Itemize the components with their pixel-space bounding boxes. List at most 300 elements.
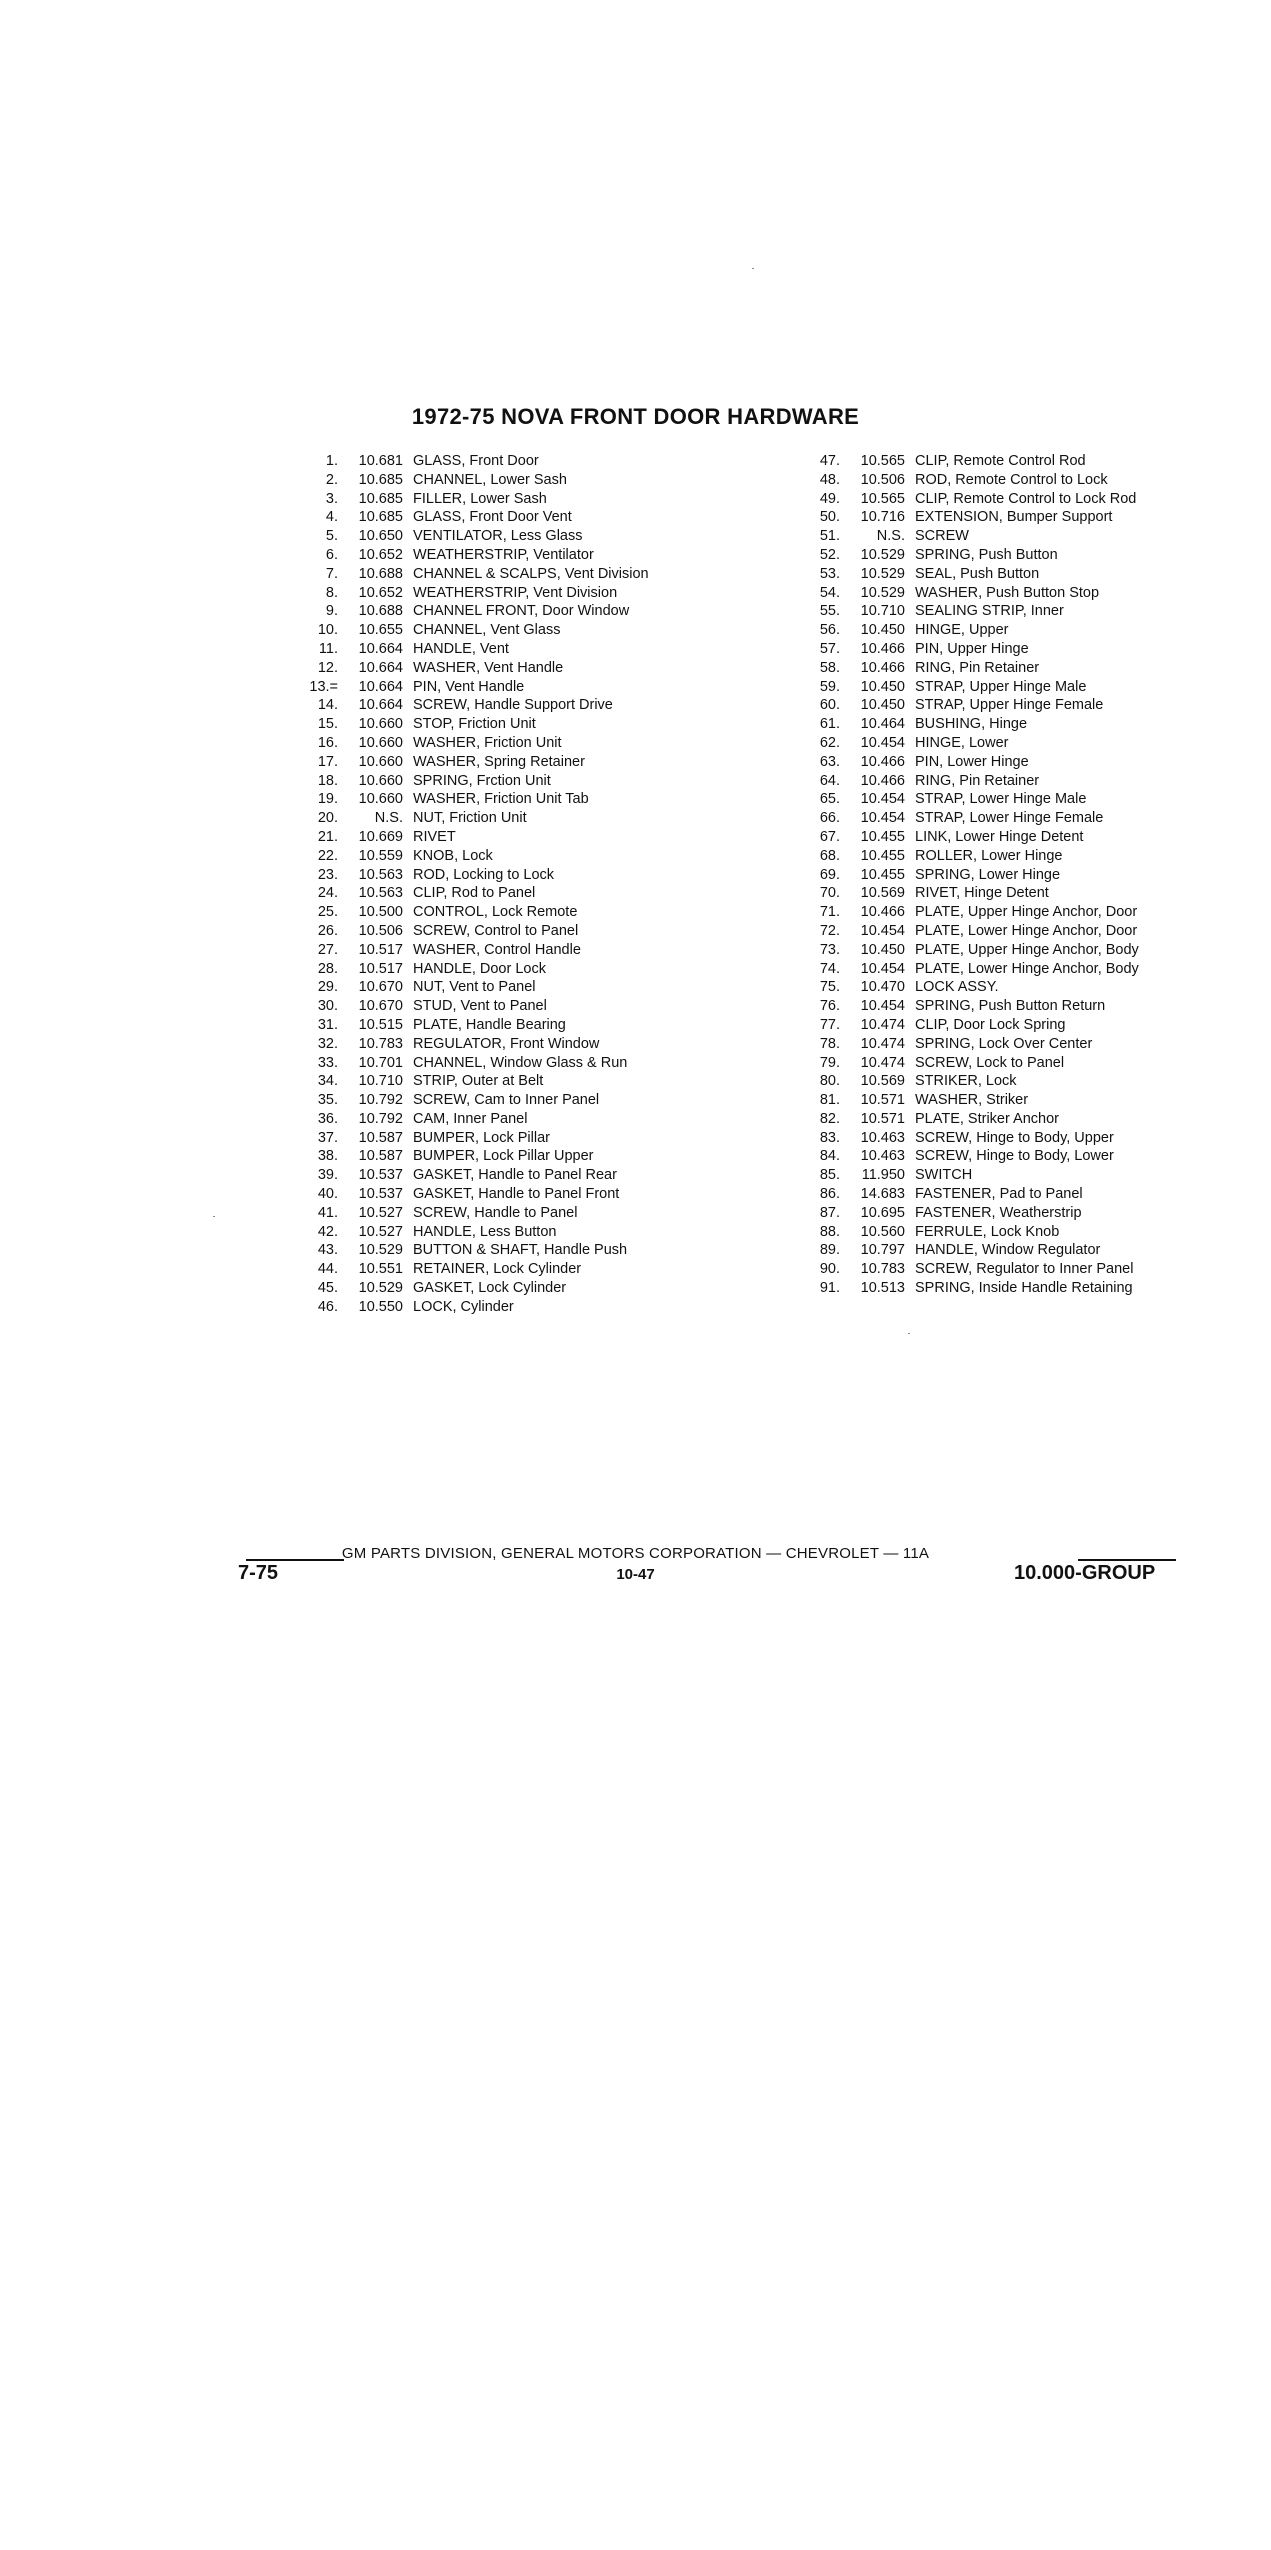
part-number: 76. bbox=[819, 998, 840, 1015]
part-description: CHANNEL FRONT, Door Window bbox=[413, 603, 630, 620]
part-number: 1. bbox=[325, 453, 338, 469]
part-group-code: 10.500 bbox=[358, 904, 403, 921]
part-row bbox=[298, 1072, 649, 1091]
part-description: LOCK ASSY. bbox=[915, 979, 999, 996]
part-group-code: 10.695 bbox=[860, 1204, 905, 1221]
part-number: 86. bbox=[819, 1186, 840, 1203]
part-number: 47. bbox=[819, 453, 840, 469]
part-number: 68. bbox=[819, 847, 840, 864]
part-row bbox=[800, 1054, 1139, 1073]
part-number: 22. bbox=[317, 847, 338, 864]
part-description: SPRING, Inside Handle Retaining bbox=[915, 1280, 1133, 1297]
part-group-code: 10.466 bbox=[860, 904, 905, 921]
part-row bbox=[298, 941, 649, 960]
part-row bbox=[298, 546, 649, 565]
part-row bbox=[800, 997, 1139, 1016]
part-row bbox=[800, 640, 1139, 659]
part-row bbox=[800, 1166, 1139, 1185]
part-description: CHANNEL & SCALPS, Vent Division bbox=[413, 565, 649, 582]
part-group-code: 10.710 bbox=[860, 603, 905, 620]
part-group-code: 10.466 bbox=[860, 753, 905, 770]
part-row bbox=[800, 734, 1139, 753]
part-description: NUT, Friction Unit bbox=[413, 810, 527, 827]
part-group-code: 10.466 bbox=[860, 772, 905, 789]
part-group-code: 10.587 bbox=[358, 1148, 403, 1165]
part-group-code: 10.571 bbox=[860, 1092, 905, 1109]
part-description: SCREW, Regulator to Inner Panel bbox=[915, 1261, 1134, 1278]
part-number: 81. bbox=[819, 1092, 840, 1109]
part-description: PIN, Vent Handle bbox=[413, 678, 525, 695]
part-row bbox=[800, 659, 1139, 678]
part-row bbox=[800, 903, 1139, 922]
part-row bbox=[298, 508, 649, 527]
part-group-code: 10.529 bbox=[860, 584, 905, 601]
part-number: 78. bbox=[819, 1035, 840, 1052]
part-number: 41. bbox=[317, 1204, 338, 1221]
part-number: 73. bbox=[819, 941, 840, 958]
part-description: STOP, Friction Unit bbox=[413, 716, 536, 733]
part-group-code: N.S. bbox=[876, 528, 905, 545]
part-description: GLASS, Front Door Vent bbox=[413, 509, 572, 526]
part-row bbox=[800, 1072, 1139, 1091]
part-row bbox=[298, 1035, 649, 1054]
part-group-code: 10.454 bbox=[860, 791, 905, 808]
part-group-code: N.S. bbox=[374, 810, 403, 827]
part-number: 53. bbox=[819, 565, 840, 582]
footer-publisher: GM PARTS DIVISION, GENERAL MOTORS CORPORATION — CHEVROLET — 11A bbox=[341, 1545, 930, 1562]
part-row bbox=[800, 1129, 1139, 1148]
part-row bbox=[298, 659, 649, 678]
page-title: 1972-75 NOVA FRONT DOOR HARDWARE bbox=[411, 404, 860, 429]
part-row bbox=[800, 696, 1139, 715]
part-description: FASTENER, Pad to Panel bbox=[915, 1186, 1083, 1203]
part-group-code: 10.517 bbox=[358, 960, 403, 977]
part-row bbox=[800, 790, 1139, 809]
part-row bbox=[298, 1091, 649, 1110]
part-row bbox=[800, 1147, 1139, 1166]
scan-speck bbox=[213, 1216, 215, 1217]
part-number: 71. bbox=[819, 904, 840, 921]
part-description: EXTENSION, Bumper Support bbox=[915, 509, 1113, 526]
part-description: RETAINER, Lock Cylinder bbox=[413, 1261, 582, 1278]
part-row bbox=[298, 790, 649, 809]
part-row bbox=[800, 1035, 1139, 1054]
part-number: 48. bbox=[819, 471, 840, 488]
part-group-code: 10.551 bbox=[358, 1261, 403, 1278]
part-number: 32. bbox=[317, 1035, 338, 1052]
part-group-code: 10.559 bbox=[358, 847, 403, 864]
parts-list-right bbox=[800, 452, 1139, 1298]
part-number: 83. bbox=[819, 1129, 840, 1146]
part-row bbox=[298, 884, 649, 903]
part-group-code: 10.455 bbox=[860, 828, 905, 845]
part-group-code: 10.529 bbox=[358, 1242, 403, 1259]
part-number: 52. bbox=[819, 546, 840, 563]
part-group-code: 10.560 bbox=[860, 1223, 905, 1240]
part-group-code: 10.670 bbox=[358, 979, 403, 996]
part-description: CHANNEL, Vent Glass bbox=[413, 622, 561, 639]
part-number: 90. bbox=[819, 1261, 840, 1278]
part-group-code: 10.783 bbox=[860, 1261, 905, 1278]
part-row bbox=[800, 1260, 1139, 1279]
part-number: 19. bbox=[317, 791, 338, 808]
part-row bbox=[298, 1204, 649, 1223]
part-description: HANDLE, Less Button bbox=[413, 1223, 557, 1240]
part-group-code: 10.454 bbox=[860, 960, 905, 977]
part-number: 40. bbox=[317, 1186, 338, 1203]
part-group-code: 10.571 bbox=[860, 1110, 905, 1127]
part-row bbox=[298, 809, 649, 828]
part-description: WASHER, Friction Unit bbox=[413, 734, 562, 751]
part-group-code: 10.529 bbox=[860, 565, 905, 582]
part-number: 9. bbox=[325, 603, 338, 620]
footer-group: 10.000-GROUP bbox=[1014, 1562, 1156, 1584]
part-description: SWITCH bbox=[915, 1167, 973, 1184]
part-number: 20. bbox=[317, 810, 338, 827]
part-description: STRAP, Upper Hinge Male bbox=[915, 678, 1087, 695]
part-description: FASTENER, Weatherstrip bbox=[915, 1204, 1082, 1221]
part-number: 7. bbox=[325, 565, 338, 582]
part-description: STRAP, Lower Hinge Male bbox=[915, 791, 1087, 808]
part-row bbox=[298, 1016, 649, 1035]
part-row bbox=[800, 753, 1139, 772]
part-row bbox=[298, 490, 649, 509]
part-group-code: 10.517 bbox=[358, 941, 403, 958]
part-description: HANDLE, Vent bbox=[413, 640, 509, 657]
part-number: 23. bbox=[317, 866, 338, 883]
part-number: 64. bbox=[819, 772, 840, 789]
footer-date: 7-75 bbox=[238, 1562, 279, 1584]
part-row bbox=[298, 1241, 649, 1260]
part-description: PLATE, Handle Bearing bbox=[413, 1016, 566, 1033]
part-group-code: 10.685 bbox=[358, 490, 403, 507]
part-number: 14. bbox=[317, 697, 338, 714]
part-description: CLIP, Remote Control to Lock Rod bbox=[915, 490, 1137, 507]
part-description: LINK, Lower Hinge Detent bbox=[915, 828, 1084, 845]
part-description: SCREW, Cam to Inner Panel bbox=[413, 1092, 600, 1109]
part-description: WASHER, Control Handle bbox=[413, 941, 581, 958]
part-number: 38. bbox=[317, 1148, 338, 1165]
part-description: SCREW, Hinge to Body, Upper bbox=[915, 1129, 1114, 1146]
part-group-code: 10.529 bbox=[860, 546, 905, 563]
part-group-code: 10.474 bbox=[860, 1054, 905, 1071]
part-row bbox=[298, 452, 649, 471]
part-row bbox=[298, 960, 649, 979]
part-group-code: 10.464 bbox=[860, 716, 905, 733]
part-group-code: 10.455 bbox=[860, 847, 905, 864]
part-description: SCREW, Hinge to Body, Lower bbox=[915, 1148, 1114, 1165]
part-description: WASHER, Vent Handle bbox=[413, 659, 564, 676]
part-number: 31. bbox=[317, 1016, 338, 1033]
part-number: 25. bbox=[317, 904, 338, 921]
part-row bbox=[800, 847, 1139, 866]
part-row bbox=[298, 602, 649, 621]
part-group-code: 10.450 bbox=[860, 678, 905, 695]
part-group-code: 10.797 bbox=[860, 1242, 905, 1259]
part-number: 12. bbox=[317, 659, 338, 676]
part-description: LOCK, Cylinder bbox=[413, 1298, 514, 1315]
part-description: SCREW bbox=[915, 528, 969, 545]
part-description: PLATE, Upper Hinge Anchor, Door bbox=[915, 904, 1138, 921]
part-description: CONTROL, Lock Remote bbox=[413, 904, 578, 921]
part-row bbox=[800, 565, 1139, 584]
part-number: 6. bbox=[325, 546, 338, 563]
part-description: CHANNEL, Window Glass & Run bbox=[413, 1054, 628, 1071]
part-row bbox=[298, 1185, 649, 1204]
part-description: STRAP, Lower Hinge Female bbox=[915, 810, 1104, 827]
part-row bbox=[800, 546, 1139, 565]
part-row bbox=[800, 1110, 1139, 1129]
part-row bbox=[298, 753, 649, 772]
part-description: BUTTON & SHAFT, Handle Push bbox=[413, 1242, 628, 1259]
part-description: RIVET bbox=[413, 828, 456, 845]
part-row bbox=[298, 847, 649, 866]
part-row bbox=[800, 1016, 1139, 1035]
part-row bbox=[800, 678, 1139, 697]
part-group-code: 10.660 bbox=[358, 791, 403, 808]
part-row bbox=[298, 1166, 649, 1185]
part-group-code: 10.450 bbox=[860, 941, 905, 958]
part-group-code: 10.792 bbox=[358, 1092, 403, 1109]
part-row bbox=[298, 565, 649, 584]
part-description: GLASS, Front Door bbox=[413, 453, 539, 469]
part-number: 82. bbox=[819, 1110, 840, 1127]
part-row bbox=[298, 696, 649, 715]
part-description: SCREW, Lock to Panel bbox=[915, 1054, 1065, 1071]
part-row bbox=[800, 715, 1139, 734]
part-description: SPRING, Frction Unit bbox=[413, 772, 551, 789]
part-row bbox=[800, 1185, 1139, 1204]
part-description: NUT, Vent to Panel bbox=[413, 979, 536, 996]
part-number: 56. bbox=[819, 622, 840, 639]
part-group-code: 10.454 bbox=[860, 810, 905, 827]
part-description: STUD, Vent to Panel bbox=[413, 998, 547, 1015]
part-group-code: 10.474 bbox=[860, 1035, 905, 1052]
part-number: 21. bbox=[317, 828, 338, 845]
part-group-code: 10.506 bbox=[358, 922, 403, 939]
part-description: STRIP, Outer at Belt bbox=[413, 1073, 544, 1090]
part-group-code: 10.685 bbox=[358, 471, 403, 488]
part-row bbox=[800, 866, 1139, 885]
part-number: 42. bbox=[317, 1223, 338, 1240]
part-number: 10. bbox=[317, 622, 338, 639]
part-number: 44. bbox=[317, 1261, 338, 1278]
part-number: 15. bbox=[317, 716, 338, 733]
part-description: BUMPER, Lock Pillar bbox=[413, 1129, 550, 1146]
part-group-code: 10.450 bbox=[860, 622, 905, 639]
part-description: CLIP, Door Lock Spring bbox=[915, 1016, 1066, 1033]
part-group-code: 10.670 bbox=[358, 998, 403, 1015]
part-description: SCREW, Control to Panel bbox=[413, 922, 579, 939]
part-description: RING, Pin Retainer bbox=[915, 659, 1040, 676]
part-row bbox=[298, 1260, 649, 1279]
part-row bbox=[298, 715, 649, 734]
scan-speck bbox=[908, 1333, 910, 1334]
part-group-code: 10.660 bbox=[358, 772, 403, 789]
part-group-code: 10.701 bbox=[358, 1054, 403, 1071]
part-description: WEATHERSTRIP, Vent Division bbox=[413, 584, 618, 601]
part-number: 39. bbox=[317, 1167, 338, 1184]
part-group-code: 10.466 bbox=[860, 659, 905, 676]
part-group-code: 10.681 bbox=[358, 453, 403, 469]
part-row bbox=[298, 978, 649, 997]
part-number: 35. bbox=[317, 1092, 338, 1109]
part-description: RIVET, Hinge Detent bbox=[915, 885, 1049, 902]
part-row bbox=[298, 678, 649, 697]
part-description: STRIKER, Lock bbox=[915, 1073, 1017, 1090]
part-description: GASKET, Lock Cylinder bbox=[413, 1280, 567, 1297]
footer-page-number: 10-47 bbox=[616, 1566, 655, 1583]
part-group-code: 10.529 bbox=[358, 1280, 403, 1297]
part-group-code: 10.470 bbox=[860, 979, 905, 996]
part-group-code: 10.474 bbox=[860, 1016, 905, 1033]
part-description: CLIP, Rod to Panel bbox=[413, 885, 536, 902]
part-number: 59. bbox=[819, 678, 840, 695]
part-group-code: 10.569 bbox=[860, 885, 905, 902]
part-row bbox=[298, 828, 649, 847]
part-description: KNOB, Lock bbox=[413, 847, 493, 864]
part-number: 4. bbox=[325, 509, 338, 526]
part-row bbox=[800, 1204, 1139, 1223]
part-row bbox=[298, 772, 649, 791]
part-row bbox=[800, 452, 1139, 471]
part-row bbox=[298, 621, 649, 640]
part-number: 85. bbox=[819, 1167, 840, 1184]
part-group-code: 10.652 bbox=[358, 546, 403, 563]
part-row bbox=[800, 809, 1139, 828]
part-number: 74. bbox=[819, 960, 840, 977]
part-row bbox=[298, 1110, 649, 1129]
part-group-code: 10.669 bbox=[358, 828, 403, 845]
part-description: SPRING, Lock Over Center bbox=[915, 1035, 1093, 1052]
part-row bbox=[298, 1147, 649, 1166]
scan-speck bbox=[752, 268, 754, 269]
part-row bbox=[800, 602, 1139, 621]
part-number: 27. bbox=[317, 941, 338, 958]
part-description: SCREW, Handle Support Drive bbox=[413, 697, 613, 714]
part-group-code: 10.565 bbox=[860, 453, 905, 469]
part-description: PLATE, Lower Hinge Anchor, Door bbox=[915, 922, 1138, 939]
part-description: PIN, Lower Hinge bbox=[915, 753, 1029, 770]
part-row bbox=[800, 1241, 1139, 1260]
part-group-code: 10.537 bbox=[358, 1186, 403, 1203]
part-description: PLATE, Striker Anchor bbox=[915, 1110, 1059, 1127]
part-number: 57. bbox=[819, 640, 840, 657]
part-row bbox=[800, 1279, 1139, 1298]
part-row bbox=[800, 584, 1139, 603]
part-group-code: 10.685 bbox=[358, 509, 403, 526]
part-group-code: 10.650 bbox=[358, 528, 403, 545]
part-description: HINGE, Lower bbox=[915, 734, 1009, 751]
part-description: PLATE, Lower Hinge Anchor, Body bbox=[915, 960, 1139, 977]
part-number: 5. bbox=[325, 528, 338, 545]
part-row bbox=[800, 978, 1139, 997]
part-group-code: 10.537 bbox=[358, 1167, 403, 1184]
part-number: 69. bbox=[819, 866, 840, 883]
part-row bbox=[800, 1223, 1139, 1242]
part-number: 54. bbox=[819, 584, 840, 601]
part-row bbox=[298, 866, 649, 885]
part-group-code: 10.563 bbox=[358, 885, 403, 902]
part-description: SPRING, Lower Hinge bbox=[915, 866, 1061, 883]
part-number: 26. bbox=[317, 922, 338, 939]
part-description: ROD, Locking to Lock bbox=[413, 866, 555, 883]
part-number: 91. bbox=[819, 1280, 840, 1297]
part-row bbox=[298, 997, 649, 1016]
part-group-code: 10.710 bbox=[358, 1073, 403, 1090]
part-description: STRAP, Upper Hinge Female bbox=[915, 697, 1104, 714]
part-row bbox=[298, 1129, 649, 1148]
part-number: 37. bbox=[317, 1129, 338, 1146]
part-number: 29. bbox=[317, 979, 338, 996]
part-group-code: 10.660 bbox=[358, 734, 403, 751]
part-number: 11. bbox=[318, 640, 338, 657]
part-group-code: 10.664 bbox=[358, 678, 403, 695]
part-row bbox=[298, 734, 649, 753]
part-description: SEAL, Push Button bbox=[915, 565, 1040, 582]
part-number: 72. bbox=[819, 922, 840, 939]
part-number: 46. bbox=[317, 1298, 338, 1315]
part-row bbox=[800, 471, 1139, 490]
part-group-code: 10.466 bbox=[860, 640, 905, 657]
part-description: VENTILATOR, Less Glass bbox=[413, 528, 583, 545]
part-number: 43. bbox=[317, 1242, 338, 1259]
part-number: 33. bbox=[317, 1054, 338, 1071]
part-row bbox=[298, 471, 649, 490]
part-group-code: 10.454 bbox=[860, 922, 905, 939]
part-description: PIN, Upper Hinge bbox=[915, 640, 1029, 657]
part-number: 87. bbox=[819, 1204, 840, 1221]
part-number: 89. bbox=[819, 1242, 840, 1259]
part-number: 17. bbox=[317, 753, 338, 770]
part-row bbox=[298, 1054, 649, 1073]
part-description: WASHER, Spring Retainer bbox=[413, 753, 585, 770]
part-description: CHANNEL, Lower Sash bbox=[413, 471, 567, 488]
part-number: 24. bbox=[317, 885, 338, 902]
part-description: PLATE, Upper Hinge Anchor, Body bbox=[915, 941, 1139, 958]
part-row bbox=[298, 527, 649, 546]
part-group-code: 10.688 bbox=[358, 603, 403, 620]
part-group-code: 10.655 bbox=[358, 622, 403, 639]
part-description: SPRING, Push Button Return bbox=[915, 998, 1106, 1015]
part-number: 3. bbox=[325, 490, 338, 507]
part-number: 61. bbox=[819, 716, 840, 733]
part-group-code: 10.569 bbox=[860, 1073, 905, 1090]
part-group-code: 10.506 bbox=[860, 471, 905, 488]
part-row bbox=[800, 922, 1139, 941]
part-row bbox=[800, 772, 1139, 791]
part-group-code: 10.664 bbox=[358, 640, 403, 657]
part-number: 77. bbox=[819, 1016, 840, 1033]
part-group-code: 10.664 bbox=[358, 697, 403, 714]
part-number: 55. bbox=[819, 603, 840, 620]
part-description: FILLER, Lower Sash bbox=[413, 490, 547, 507]
part-group-code: 10.652 bbox=[358, 584, 403, 601]
part-description: GASKET, Handle to Panel Front bbox=[413, 1186, 620, 1203]
part-group-code: 10.664 bbox=[358, 659, 403, 676]
part-description: CLIP, Remote Control Rod bbox=[915, 453, 1086, 469]
part-group-code: 10.587 bbox=[358, 1129, 403, 1146]
part-number: 62. bbox=[819, 734, 840, 751]
part-number: 45. bbox=[317, 1280, 338, 1297]
part-number: 49. bbox=[819, 490, 840, 507]
part-group-code: 10.792 bbox=[358, 1110, 403, 1127]
part-description: CAM, Inner Panel bbox=[413, 1110, 528, 1127]
part-group-code: 10.716 bbox=[860, 509, 905, 526]
part-row bbox=[800, 1091, 1139, 1110]
part-number: 36. bbox=[317, 1110, 338, 1127]
part-number: 34. bbox=[317, 1073, 338, 1090]
